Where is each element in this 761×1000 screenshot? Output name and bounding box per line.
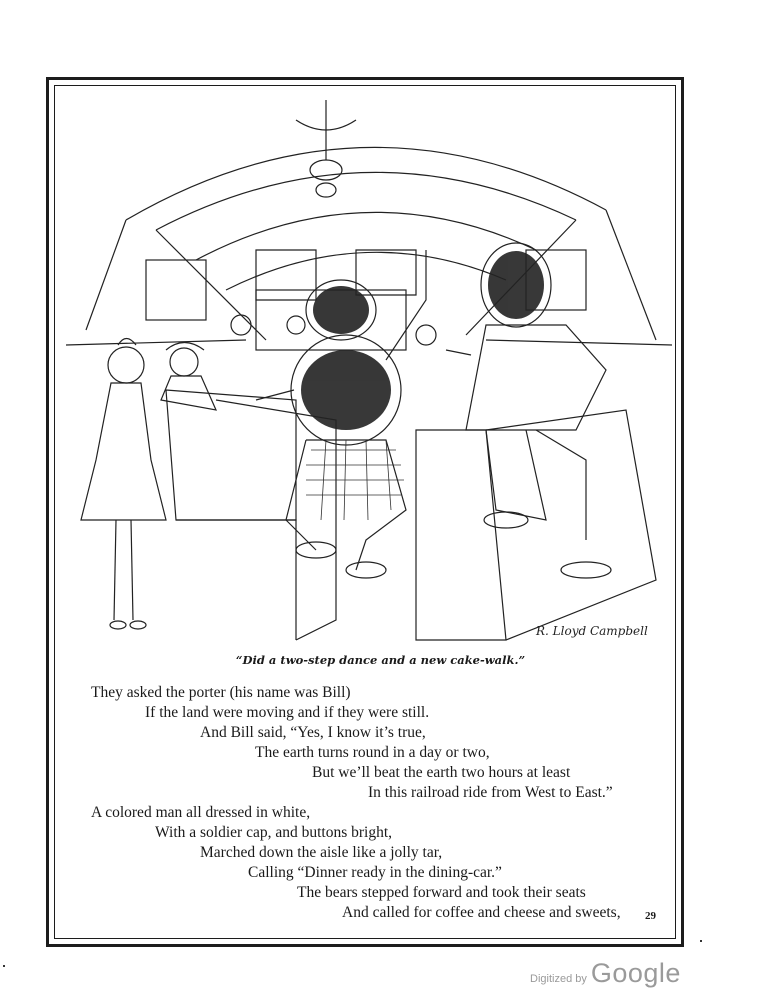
- scan-speck: [3, 965, 5, 967]
- svg-text:R. Lloyd Campbell: R. Lloyd Campbell: [536, 624, 648, 638]
- verse-line: In this railroad ride from West to East.”: [368, 784, 613, 801]
- watermark-prefix: Digitized by: [530, 973, 587, 985]
- verse-line: They asked the porter (his name was Bill): [91, 684, 351, 701]
- verse-line: And called for coffee and cheese and sweets,: [342, 904, 621, 921]
- verse-line: A colored man all dressed in white,: [91, 804, 311, 821]
- digitized-by-watermark: [530, 958, 681, 989]
- illustration-railroad-car-bears: [66, 100, 672, 648]
- verse-line: The bears stepped forward and took their seats: [297, 884, 586, 901]
- google-logo: Google: [590, 958, 681, 988]
- verse-line: The earth turns round in a day or two,: [255, 744, 490, 761]
- page-number: 29: [645, 910, 656, 922]
- verse-line: Calling “Dinner ready in the dining-car.”: [248, 864, 502, 881]
- scan-speck: [700, 940, 702, 942]
- verse-line: Marched down the aisle like a jolly tar,: [200, 844, 443, 861]
- illustration-caption: “Did a two-step dance and a new cake-walk.”: [235, 653, 526, 667]
- verse-line: And Bill said, “Yes, I know it’s true,: [200, 724, 426, 741]
- verse-line: If the land were moving and if they were still.: [145, 704, 430, 721]
- verse-line: But we’ll beat the earth two hours at least: [312, 764, 571, 781]
- verse-line: With a soldier cap, and buttons bright,: [155, 824, 392, 841]
